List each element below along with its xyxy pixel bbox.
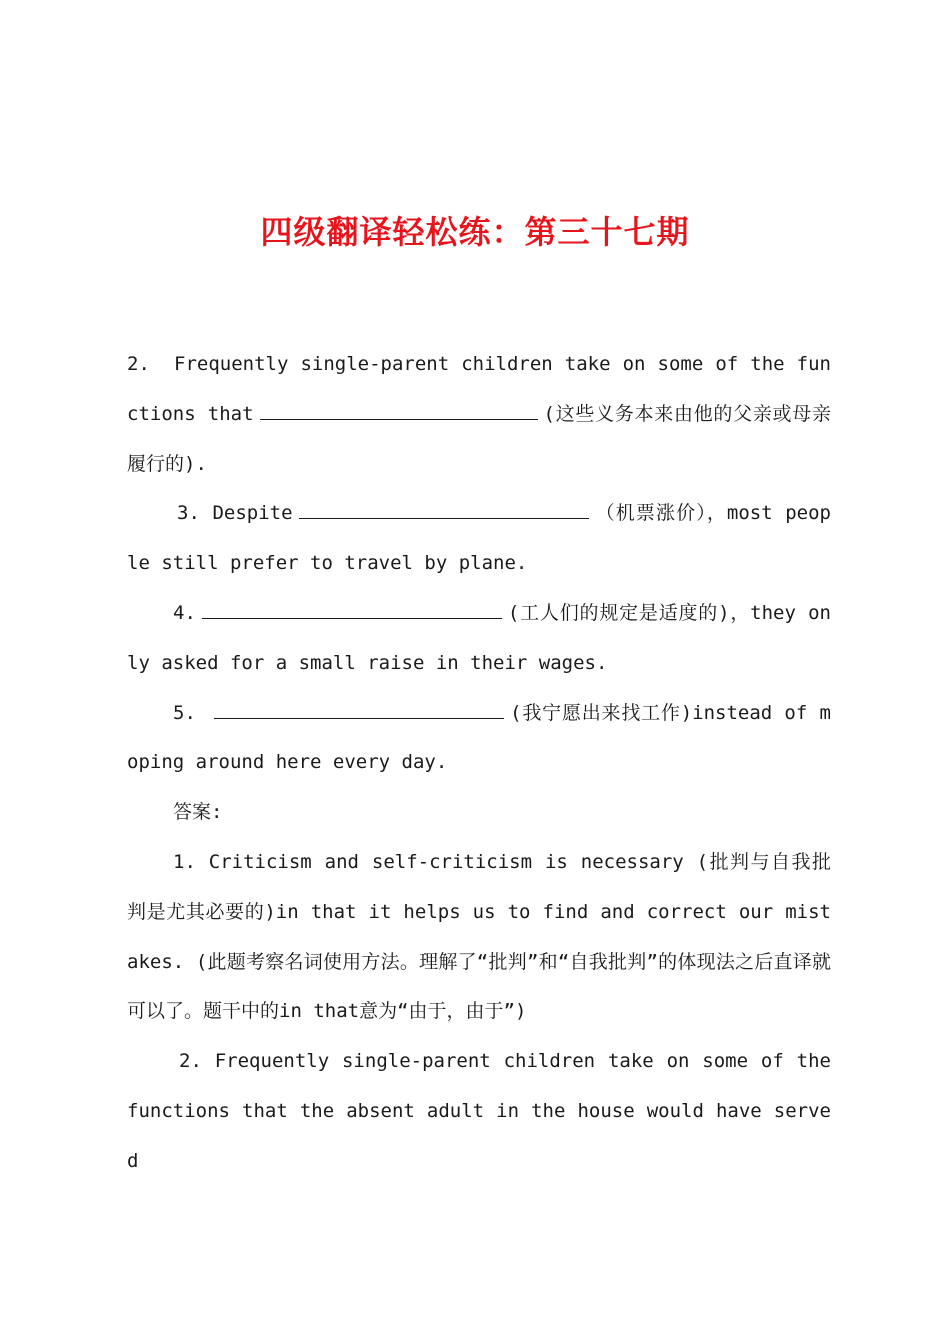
question-hint: (工人们的规定是适度的)，they only asked for a small raise in their wages.: [127, 601, 831, 674]
question-text: Despite: [212, 502, 293, 525]
question-hint: （机票涨价），most people still prefer to travel by plane.: [127, 502, 831, 575]
page-title: 四级翻译轻松练：第三十七期: [260, 213, 690, 251]
question-hint: (这些义务本来由他的父亲或母亲履行的).: [127, 402, 831, 475]
question-hint: (我宁愿出来找工作)instead of moping around here every day.: [127, 701, 831, 774]
question-text: Frequently single-parent children take on some of the functions that: [127, 353, 831, 425]
answer-blank: [260, 405, 538, 420]
question-number: 4.: [173, 601, 196, 624]
answer-blank: [214, 704, 504, 719]
answer-2: 2. Frequently single-parent children take on some of the functions that the absent adult in the house would have served: [127, 1050, 831, 1172]
question-2: [127, 340, 831, 489]
answer-blank: [202, 604, 502, 619]
answer-1: 1. Criticism and self-criticism is necessary (批判与自我批判是尤其必要的)in that it helps us to find and correct our mistakes. (此题考察名词使用方法。理解了“批判”和“自我批判”的体现法之后直译就可以了。题干中的in that意为“由于，由于”): [127, 850, 831, 1023]
question-number: 3.: [177, 502, 200, 525]
document-body: [127, 340, 831, 1187]
question-4: [127, 589, 831, 689]
answers-heading: 答案:: [173, 801, 223, 824]
answer-blank: [299, 504, 589, 519]
question-5: [127, 689, 831, 789]
question-number: 5.: [173, 701, 196, 724]
question-number: 2.: [127, 353, 150, 375]
question-3: [127, 489, 831, 589]
